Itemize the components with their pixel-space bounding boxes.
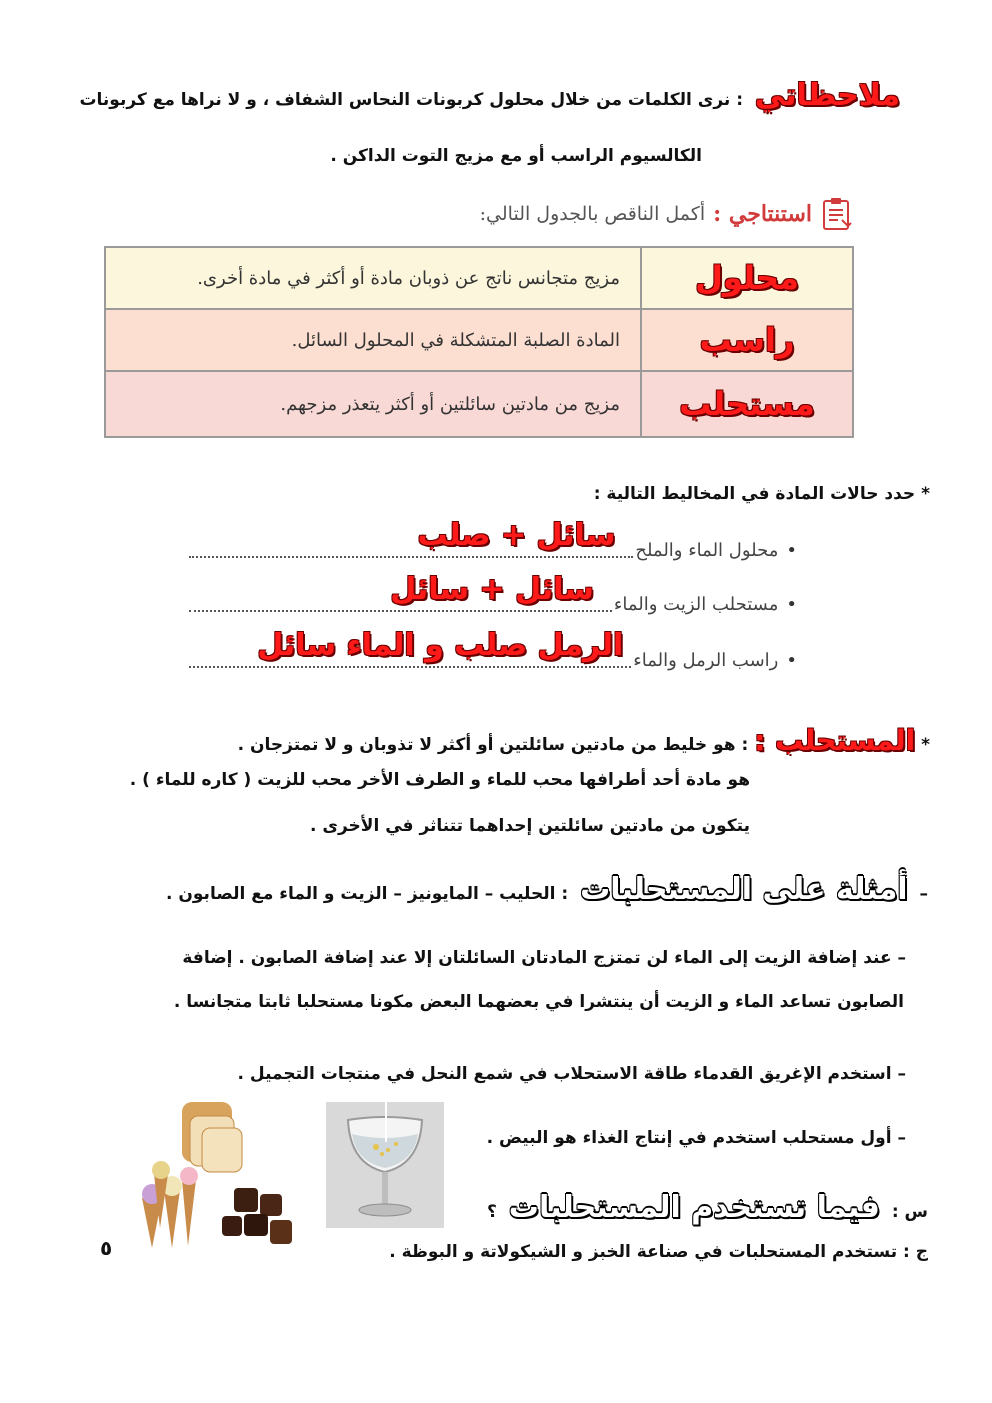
examples-label: أمثلة على المستحلبات xyxy=(580,872,908,907)
table-row xyxy=(106,310,852,372)
question-suffix: ؟ xyxy=(487,1202,497,1222)
states-heading: * حدد حالات المادة في المخاليط التالية : xyxy=(593,484,930,504)
table-row xyxy=(106,248,852,310)
definition-cell: مزيج من مادتين سائلتين أو أكثر يتعذر مزجهم. xyxy=(280,393,620,415)
notes-text-1: : نرى الكلمات من خلال محلول كربونات النحاس الشفاف ، و لا نراها مع كربونات xyxy=(79,90,743,110)
state-answer: سائل + صلب xyxy=(417,517,616,553)
state-answer: سائل + سائل xyxy=(390,571,594,607)
question-prefix: س : xyxy=(891,1202,928,1222)
term-cell: راسب xyxy=(640,310,852,370)
paragraph-4: – أول مستحلب استخدم في إنتاج الغذاء هو البيض . xyxy=(486,1128,906,1148)
state-stem: محلول الماء والملح xyxy=(635,540,779,561)
emulsion-label: المستحلب : xyxy=(754,724,916,757)
notes-line-1 xyxy=(70,78,900,113)
answer-line xyxy=(189,571,612,612)
term-cell: مستحلب xyxy=(640,372,852,436)
state-item xyxy=(187,571,797,615)
bullet-icon: • xyxy=(786,594,797,615)
notes-label: ملاحظاتي xyxy=(754,78,900,113)
food-products-image xyxy=(124,1098,304,1258)
definitions-table xyxy=(104,246,854,438)
answer-line xyxy=(189,627,631,668)
bullet-icon: • xyxy=(786,650,797,671)
notes-line-2: الكالسيوم الراسب أو مع مزيج التوت الداكن . xyxy=(330,146,702,166)
definition-cell: المادة الصلبة المتشكلة في المحلول السائل. xyxy=(291,329,620,351)
definition-cell: مزيج متجانس ناتج عن ذوبان مادة أو أكثر في مادة أخرى. xyxy=(197,267,620,289)
examples-line xyxy=(166,872,928,907)
conclusion-label: استنتاجي : xyxy=(713,201,812,227)
answer-line: ج : تستخدم المستحلبات في صناعة الخبز و الشيكولاتة و البوظة . xyxy=(389,1242,928,1262)
state-item xyxy=(187,517,797,561)
state-answer: الرمل صلب و الماء سائل xyxy=(257,627,624,663)
state-item xyxy=(187,627,797,671)
examples-text: : الحليب – المايونيز – الزيت و الماء مع الصابون . xyxy=(166,884,569,904)
question-line xyxy=(487,1190,928,1225)
emulsion-def-1: : هو خليط من مادتين سائلتين أو أكثر لا تذوبان و لا تمتزجان . xyxy=(237,735,749,755)
question-label: فيما تستخدم المستحلبات xyxy=(508,1190,880,1225)
paragraph-3: – استخدم الإغريق القدماء طاقة الاستحلاب في شمع النحل في منتجات التجميل . xyxy=(237,1064,906,1084)
term-cell: محلول xyxy=(640,248,852,308)
emulsion-definition xyxy=(238,724,930,757)
table-row xyxy=(106,372,852,436)
bullet-icon: • xyxy=(786,540,797,561)
state-stem: مستحلب الزيت والماء xyxy=(613,594,779,615)
examples-dash: – xyxy=(919,884,928,904)
page-number: ٥ xyxy=(100,1236,113,1260)
conclusion-instruction: أكمل الناقص بالجدول التالي: xyxy=(479,203,706,225)
clipboard-icon xyxy=(820,196,854,232)
emulsion-star: * xyxy=(921,735,930,755)
conclusion-header xyxy=(480,196,854,232)
glass-image xyxy=(326,1102,444,1228)
emulsion-def-2: هو مادة أحد أطرافها محب للماء و الطرف الأخر محب للزيت ( كاره للماء ) . xyxy=(129,770,750,790)
paragraph-2: الصابون تساعد الماء و الزيت أن ينتشرا في بعضهما البعض مكونا مستحلبا ثابتا متجانسا . xyxy=(173,992,904,1012)
paragraph-1: – عند إضافة الزيت إلى الماء لن تمتزج المادتان السائلتان إلا عند إضافة الصابون . إضافة xyxy=(182,948,906,968)
answer-line xyxy=(189,517,633,558)
emulsion-def-3: يتكون من مادتين سائلتين إحداهما تتناثر في الأخرى . xyxy=(310,816,750,836)
state-stem: راسب الرمل والماء xyxy=(633,650,779,671)
